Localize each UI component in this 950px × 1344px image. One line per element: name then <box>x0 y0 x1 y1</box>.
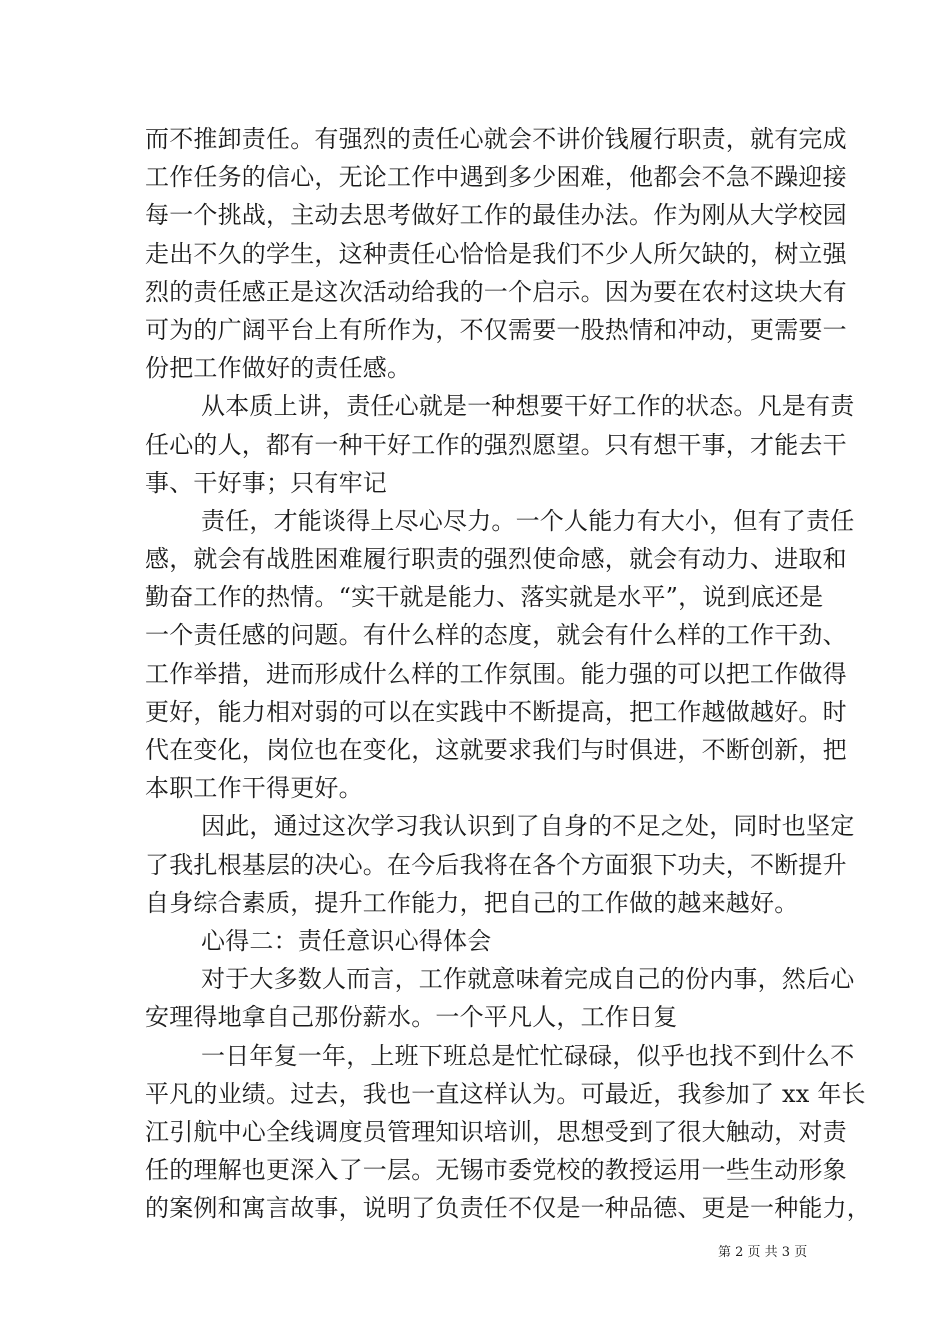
text-line: 份把工作做好的责任感。 <box>145 354 412 383</box>
paragraph-first-line: 对于大多数人而言，工作就意味着完成自己的份内事，然后心 <box>201 965 855 994</box>
document-body <box>145 120 871 1227</box>
text-line: 而不推卸责任。有强烈的责任心就会不讲价钱履行职责，就有完成 <box>145 125 847 153</box>
text-line: 平凡的业绩。过去，我也一直这样认为。可最近，我参加了 xx 年长 <box>145 1079 866 1108</box>
text-line: 任心的人，都有一种干好工作的强烈愿望。只有想干事，才能去干 <box>145 430 847 459</box>
text-line: 自身综合素质，提升工作能力，把自己的工作做的越来越好。 <box>145 888 799 917</box>
paragraph-first-line: 责任，才能谈得上尽心尽力。一个人能力有大小，但有了责任 <box>201 506 855 535</box>
text-line: 了我扎根基层的决心。在今后我将在各个方面狠下功夫，不断提升 <box>145 850 847 879</box>
text-line: 可为的广阔平台上有所作为，不仅需要一股热情和冲动，更需要一 <box>145 315 847 344</box>
text-line: 一个责任感的问题。有什么样的态度，就会有什么样的工作干劲、 <box>145 621 847 650</box>
text-line: 每一个挑战，主动去思考做好工作的最佳办法。作为刚从大学校园 <box>145 201 847 230</box>
section-heading: 心得二：责任意识心得体会 <box>201 926 492 955</box>
text-line: 烈的责任感正是这次活动给我的一个启示。因为要在农村这块大有 <box>145 277 847 306</box>
paragraph-first-line: 一日年复一年，上班下班总是忙忙碌碌，似乎也找不到什么不 <box>201 1041 855 1070</box>
text-line: 更好，能力相对弱的可以在实践中不断提高，把工作越做越好。时 <box>145 697 847 726</box>
paragraph-first-line: 因此，通过这次学习我认识到了自身的不足之处，同时也坚定 <box>201 812 855 841</box>
text-line: 事、干好事；只有牢记 <box>145 468 387 497</box>
text-line: 任的理解也更深入了一层。无锡市委党校的教授运用一些生动形象 <box>145 1156 847 1185</box>
text-line: 本职工作干得更好。 <box>145 774 363 803</box>
text-line: 工作任务的信心，无论工作中遇到多少困难，他都会不急不躁迎接 <box>145 163 847 192</box>
paragraph-first-line: 从本质上讲，责任心就是一种想要干好工作的状态。凡是有责 <box>201 392 855 421</box>
text-line: 感，就会有战胜困难履行职责的强烈使命感，就会有动力、进取和 <box>145 545 847 574</box>
text-line: 勤奋工作的热情。“实干就是能力、落实就是水平”，说到底还是 <box>145 583 824 612</box>
text-line: 的案例和寓言故事，说明了负责任不仅是一种品德、更是一种能力， <box>145 1194 871 1223</box>
page-number: 第 2 页 共 3 页 <box>718 1245 808 1260</box>
text-line: 代在变化，岗位也在变化，这就要求我们与时俱进，不断创新，把 <box>145 736 847 764</box>
text-line: 江引航中心全线调度员管理知识培训，思想受到了很大触动，对责 <box>145 1117 847 1146</box>
text-line: 工作举措，进而形成什么样的工作氛围。能力强的可以把工作做得 <box>145 659 847 688</box>
text-line: 安理得地拿自己那份薪水。一个平凡人，工作日复 <box>145 1003 678 1032</box>
text-line: 走出不久的学生，这种责任心恰恰是我们不少人所欠缺的，树立强 <box>145 239 847 268</box>
